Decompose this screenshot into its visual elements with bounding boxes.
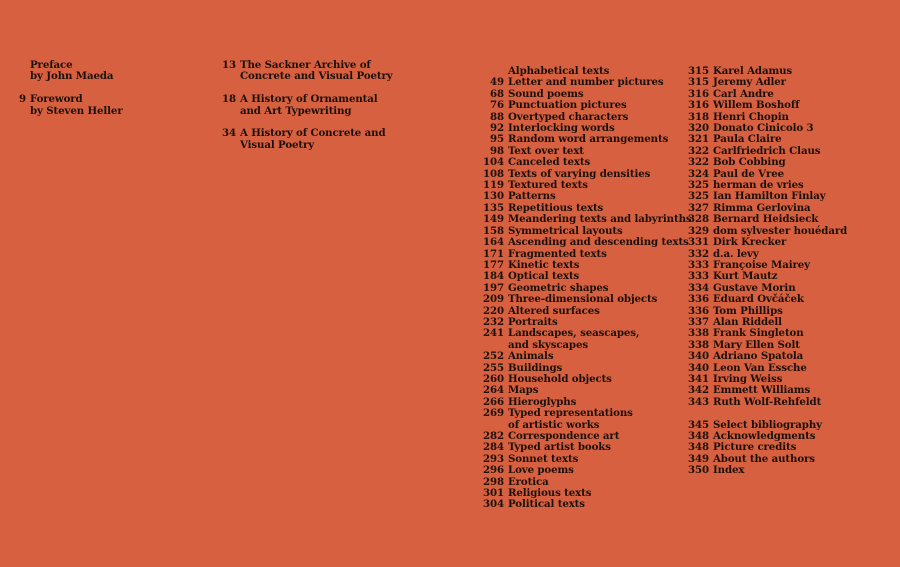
entry-title-line: Text over text xyxy=(508,144,584,157)
entry-title-line: Karel Adamus xyxy=(713,65,793,77)
page-number: 324 xyxy=(688,167,709,180)
entry-title-line: Dirk Krecker xyxy=(713,236,787,249)
entry-title-line: Emmett Williams xyxy=(713,384,811,397)
page-number: 13 xyxy=(222,59,236,71)
page-number: 252 xyxy=(483,350,504,363)
entry-title-line: Symmetrical layouts xyxy=(508,224,623,237)
entry-title-line: and skyscapes xyxy=(508,338,588,351)
entry-title-line: Sound poems xyxy=(508,87,584,100)
page-number: 316 xyxy=(688,99,709,112)
entry-title-line: Optical texts xyxy=(508,270,580,283)
categories-column xyxy=(483,65,692,511)
page-number: 266 xyxy=(483,395,504,408)
entry-title-line: Henri Chopin xyxy=(713,110,789,123)
page-number: 338 xyxy=(688,327,709,340)
page-number: 158 xyxy=(483,224,504,237)
page-number: 197 xyxy=(483,281,504,294)
toc-entry xyxy=(688,350,847,363)
page-number: 328 xyxy=(688,213,709,226)
entry-title-line: Acknowledgments xyxy=(713,429,816,442)
entry-title-line: Bernard Heidsieck xyxy=(713,213,819,226)
page-number: 301 xyxy=(483,487,504,500)
entry-title-line: Love poems xyxy=(508,464,574,477)
entry-title-line: Letter and number pictures xyxy=(508,76,664,89)
toc-entry xyxy=(688,270,847,283)
page-number: 348 xyxy=(688,441,709,454)
entry-title-line: Gustave Morin xyxy=(713,281,796,294)
entry-title-line: Canceled texts xyxy=(508,156,591,169)
entry-title-line: Household objects xyxy=(508,372,612,385)
entry-title-line: Hieroglyphs xyxy=(508,395,577,408)
page-number: 336 xyxy=(688,304,709,317)
entry-title-line: Typed artist books xyxy=(508,441,611,454)
entry-title-line: Carlfriedrich Claus xyxy=(713,144,821,157)
page-number: 49 xyxy=(490,76,504,89)
page-number: 325 xyxy=(688,190,709,203)
entry-title-line: Irving Weiss xyxy=(713,372,783,385)
page-number: 284 xyxy=(483,441,504,454)
entry-title-line: Paul de Vree xyxy=(713,167,784,180)
entry-title-line: Religious texts xyxy=(508,487,592,500)
page-number: 349 xyxy=(688,452,709,465)
entry-title-line: Textured texts xyxy=(508,179,588,192)
entry-title-line: Select bibliography xyxy=(713,418,822,431)
page-number: 336 xyxy=(688,293,709,306)
entry-title-line: Ruth Wolf-Rehfeldt xyxy=(713,395,822,408)
page-number: 322 xyxy=(688,144,709,157)
page-number: 184 xyxy=(483,270,504,283)
page-number: 282 xyxy=(483,430,504,442)
entry-title-line: Landscapes, seascapes, xyxy=(508,327,640,340)
page-number: 119 xyxy=(483,179,504,192)
entry-title-line: Portraits xyxy=(508,315,558,328)
entry-title-line: Visual Poetry xyxy=(240,138,315,151)
entry-title-line: Geometric shapes xyxy=(508,281,609,294)
toc-entry xyxy=(688,293,847,306)
page-number: 232 xyxy=(483,315,504,328)
toc-entry xyxy=(483,498,692,511)
toc-entry xyxy=(222,59,393,83)
entry-title-line: A History of Ornamental xyxy=(240,93,378,106)
entry-title-line: Fragmented texts xyxy=(508,247,607,260)
page-number: 104 xyxy=(483,156,504,169)
page-number: 325 xyxy=(688,179,709,192)
page-number: 320 xyxy=(688,122,709,135)
entry-title-line: Picture credits xyxy=(713,441,797,454)
page-number: 209 xyxy=(483,293,504,306)
entry-title-line: Interlocking words xyxy=(508,122,615,135)
toc-entry xyxy=(222,93,393,117)
toc-entry xyxy=(688,213,847,226)
entry-title-line: Alan Riddell xyxy=(713,315,782,328)
page-number: 88 xyxy=(490,110,504,123)
toc-entry xyxy=(483,293,692,306)
entry-title-line: herman de vries xyxy=(713,179,804,192)
entry-title-line: Rimma Gerlovina xyxy=(713,201,811,214)
entry-title-line: Political texts xyxy=(508,498,585,511)
page-number: 293 xyxy=(483,452,504,465)
page-number: 340 xyxy=(688,361,709,374)
entry-title-line: of artistic works xyxy=(508,418,600,431)
entry-title-line: Ascending and descending texts xyxy=(508,236,689,249)
page-number: 18 xyxy=(222,93,236,106)
entry-title-line: Kurt Mautz xyxy=(713,270,778,283)
entry-title-line: by John Maeda xyxy=(30,70,114,83)
page-number: 304 xyxy=(483,498,504,511)
entry-title-line: Mary Ellen Solt xyxy=(713,338,800,351)
entry-title-line: Erotica xyxy=(508,475,549,488)
entry-title-line: Eduard Ovčáček xyxy=(713,293,804,306)
entry-title-line: Random word arrangements xyxy=(508,133,669,146)
page-number: 92 xyxy=(490,122,504,135)
entry-title-line: Overtyped characters xyxy=(508,110,629,123)
page-number: 296 xyxy=(483,464,504,477)
essays-column xyxy=(222,59,393,151)
entry-title-line: The Sackner Archive of xyxy=(240,59,371,71)
entry-title-line: Repetitious texts xyxy=(508,201,604,214)
entry-title-line: Ian Hamilton Finlay xyxy=(713,190,826,203)
entry-title-line: Altered surfaces xyxy=(508,304,600,317)
page-number: 269 xyxy=(483,407,504,420)
entry-title-line: Patterns xyxy=(508,190,556,203)
page-number: 298 xyxy=(483,475,504,488)
page-number: 337 xyxy=(688,315,709,328)
page-number: 135 xyxy=(483,201,504,214)
page-number: 321 xyxy=(688,133,709,146)
entry-title-line: Carl Andre xyxy=(713,87,774,100)
page-number: 332 xyxy=(688,247,709,260)
page-number: 331 xyxy=(688,236,709,249)
entry-title-line: Adriano Spatola xyxy=(713,350,804,363)
toc-entry xyxy=(483,213,692,226)
entry-title-line: dom sylvester houédard xyxy=(713,224,848,237)
toc-entry xyxy=(483,407,692,431)
entry-title-line: Texts of varying densities xyxy=(508,167,651,180)
page-number: 345 xyxy=(688,418,709,431)
entry-title-line: d.a. levy xyxy=(713,247,759,260)
page-number: 341 xyxy=(688,372,709,385)
page-number: 264 xyxy=(483,384,504,397)
toc-entry xyxy=(483,236,692,249)
entry-title-line: Frank Singleton xyxy=(713,327,804,340)
page-number: 322 xyxy=(688,156,709,169)
toc-entry xyxy=(483,270,692,283)
page-number: 76 xyxy=(490,99,504,112)
toc-entry xyxy=(688,395,847,408)
entry-title-line: Correspondence art xyxy=(508,430,620,442)
page-number: 343 xyxy=(688,395,709,408)
entry-title-line: Index xyxy=(713,464,745,477)
toc-entry xyxy=(483,156,692,169)
toc-entry xyxy=(483,350,692,363)
page-number: 329 xyxy=(688,224,709,237)
page-number: 171 xyxy=(483,247,504,260)
page-number: 177 xyxy=(483,258,504,271)
page-number: 149 xyxy=(483,213,504,226)
page-number: 255 xyxy=(483,361,504,374)
page-number: 98 xyxy=(490,144,504,157)
toc-entry xyxy=(688,99,847,112)
entry-title-line: Foreword xyxy=(30,93,83,106)
page-number: 34 xyxy=(222,127,236,140)
entry-title-line: Kinetic texts xyxy=(508,258,580,271)
entry-title-line: Alphabetical texts xyxy=(508,65,610,77)
entry-title-line: Donato Cinicolo 3 xyxy=(713,122,814,135)
page-number: 350 xyxy=(688,464,709,477)
page-number: 315 xyxy=(688,76,709,89)
page-number: 95 xyxy=(490,133,504,146)
page-number: 318 xyxy=(688,110,709,123)
entry-title-line: by Steven Heller xyxy=(30,104,123,117)
page-number: 334 xyxy=(688,281,709,294)
entry-title-line: Concrete and Visual Poetry xyxy=(240,70,393,83)
front-matter-column xyxy=(19,59,123,117)
page-number: 130 xyxy=(483,190,504,203)
page-number: 260 xyxy=(483,372,504,385)
entry-title-line: About the authors xyxy=(713,452,815,465)
page-number: 9 xyxy=(19,93,26,106)
toc-entry xyxy=(222,127,393,151)
entry-title-line: Tom Phillips xyxy=(713,304,783,317)
entry-title-line: and Art Typewriting xyxy=(240,104,352,117)
entry-title-line: A History of Concrete and xyxy=(240,127,386,140)
entry-title-line: Punctuation pictures xyxy=(508,99,627,112)
artists-column xyxy=(688,65,848,477)
toc-entry xyxy=(688,236,847,249)
page-number: 333 xyxy=(688,258,709,271)
entry-title-line: Françoise Mairey xyxy=(713,258,810,271)
page-number: 220 xyxy=(483,304,504,317)
page-number: 315 xyxy=(688,65,709,77)
entry-title-line: Paula Claire xyxy=(713,133,782,146)
toc-entry xyxy=(688,464,847,477)
page-number: 327 xyxy=(688,201,709,214)
page-number: 164 xyxy=(483,236,504,249)
toc-entry xyxy=(19,93,123,117)
entry-title-line: Meandering texts and labyrinths xyxy=(508,213,692,226)
page-number: 342 xyxy=(688,384,709,397)
toc-entry xyxy=(30,60,123,83)
entry-title-line: Jeremy Adler xyxy=(713,76,786,89)
page-number: 340 xyxy=(688,350,709,363)
toc-entry xyxy=(483,327,692,351)
entry-title-line: Bob Cobbing xyxy=(713,156,786,169)
page-number: 68 xyxy=(490,87,504,100)
entry-title-line: Typed representations xyxy=(508,407,633,420)
page-number: 241 xyxy=(483,327,504,340)
page-number: 338 xyxy=(688,338,709,351)
page-number: 333 xyxy=(688,270,709,283)
entry-title-line: Maps xyxy=(508,384,539,397)
entry-title-line: Sonnet texts xyxy=(508,452,579,465)
entry-title-line: Animals xyxy=(508,350,554,363)
toc-entry xyxy=(483,464,692,477)
page-number: 316 xyxy=(688,87,709,100)
page-number: 108 xyxy=(483,167,504,180)
entry-title-line: Three-dimensional objects xyxy=(508,293,658,306)
entry-title-line: Preface xyxy=(30,59,73,71)
entry-title-line: Buildings xyxy=(508,361,563,374)
entry-title-line: Leon Van Essche xyxy=(713,361,807,374)
toc-entry xyxy=(688,156,847,169)
entry-title-line: Willem Boshoff xyxy=(713,99,800,112)
page-number: 348 xyxy=(688,429,709,442)
toc-entry xyxy=(490,99,692,112)
